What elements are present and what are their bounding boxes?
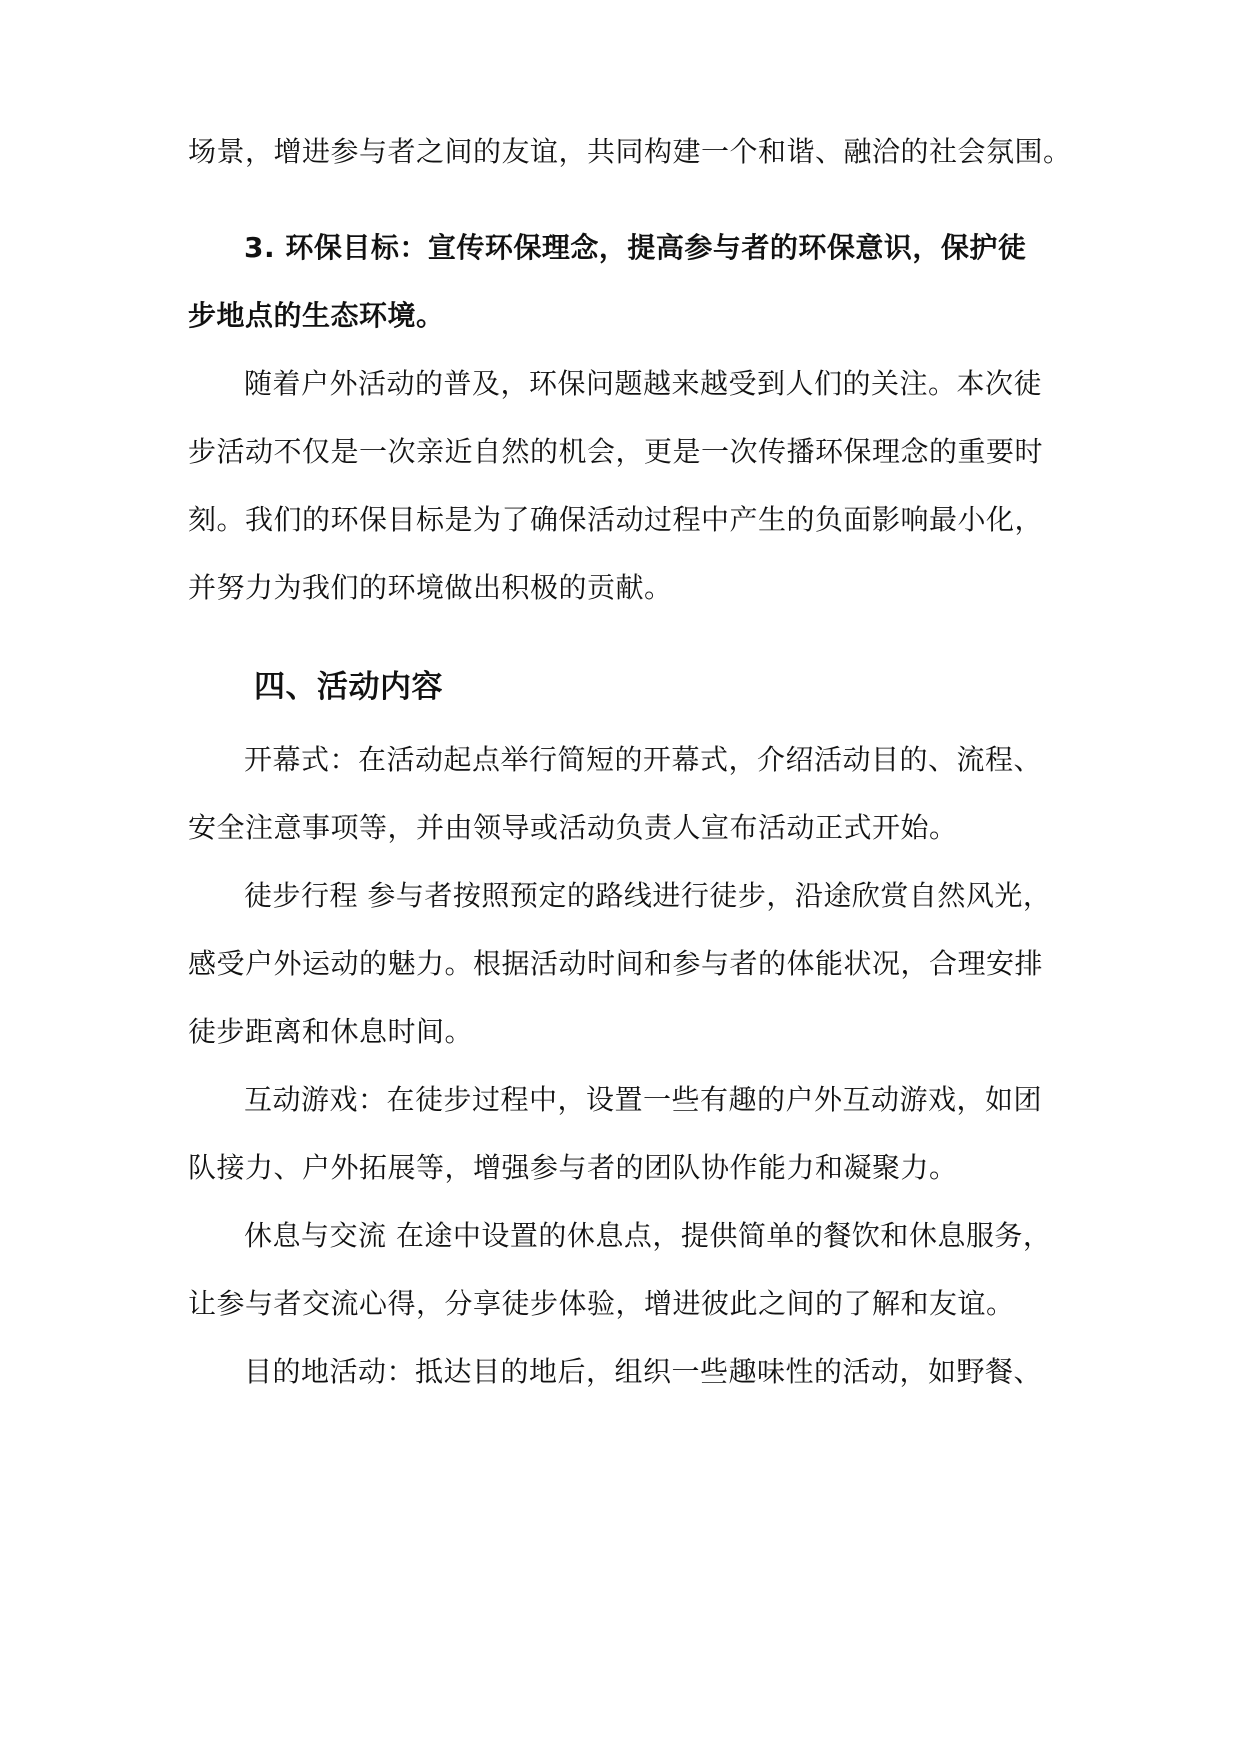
item-hiking-line2: 感受户外运动的魅力。根据活动时间和参与者的体能状况，合理安排 [188, 947, 1044, 980]
item-hiking-line3: 徒步距离和休息时间。 [188, 1015, 474, 1048]
item-rest-line2: 让参与者交流心得，分享徒步体验，增进彼此之间的了解和友谊。 [188, 1287, 1015, 1320]
item-destination-line1: 目的地活动：抵达目的地后，组织一些趣味性的活动，如野餐、 [244, 1355, 1043, 1388]
goal3-body-line: 刻。我们的环保目标是为了确保活动过程中产生的负面影响最小化， [188, 503, 1044, 536]
goal3-heading-line2: 步地点的生态环境。 [188, 299, 445, 332]
goal3-heading-line1: 3. 环保目标：宣传环保理念，提高参与者的环保意识，保护徒 [244, 231, 1027, 264]
item-rest-line1: 休息与交流 在途中设置的休息点，提供简单的餐饮和休息服务， [244, 1219, 1052, 1252]
item-hiking-line1: 徒步行程 参与者按照预定的路线进行徒步，沿途欣赏自然风光， [244, 879, 1052, 912]
goal3-body-line: 并努力为我们的环境做出积极的贡献。 [188, 571, 673, 604]
intro-line: 场景，增进参与者之间的友谊，共同构建一个和谐、融洽的社会氛围。 [188, 135, 1072, 168]
section-heading: 四、活动内容 [254, 669, 443, 705]
goal3-body-line: 步活动不仅是一次亲近自然的机会，更是一次传播环保理念的重要时 [188, 435, 1044, 468]
item-opening-line1: 开幕式：在活动起点举行简短的开幕式，介绍活动目的、流程、 [244, 743, 1043, 776]
item-opening-line2: 安全注意事项等，并由领导或活动负责人宣布活动正式开始。 [188, 811, 958, 844]
item-games-line2: 队接力、户外拓展等，增强参与者的团队协作能力和凝聚力。 [188, 1151, 958, 1184]
goal3-body-line: 随着户外活动的普及，环保问题越来越受到人们的关注。本次徒 [244, 367, 1043, 400]
item-games-line1: 互动游戏：在徒步过程中，设置一些有趣的户外互动游戏，如团 [244, 1083, 1043, 1116]
